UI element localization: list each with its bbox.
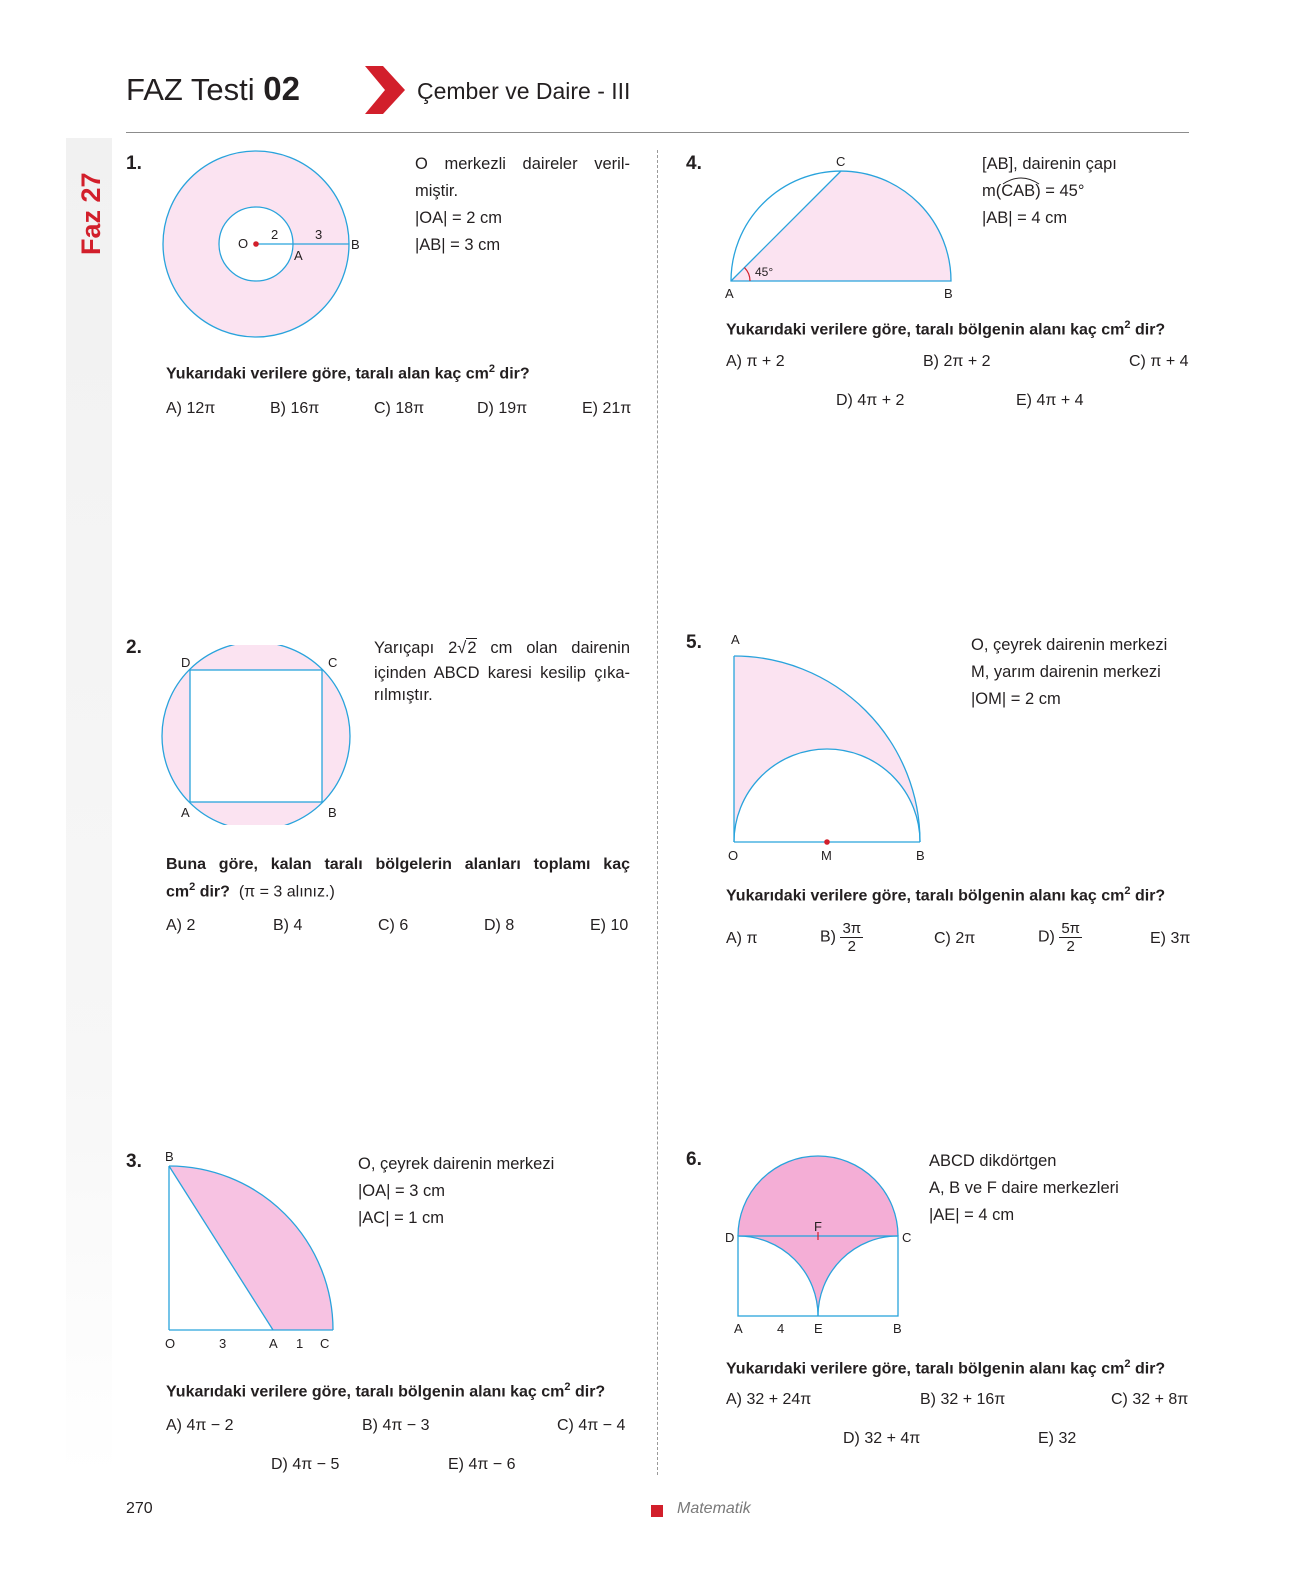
q5-label-a: A (731, 632, 740, 647)
q3-choice-e[interactable]: E) 4π − 6 (448, 1456, 516, 1473)
q4-label-b: B (944, 286, 953, 301)
q2-question: Buna göre, kalan taralı bölgelerin alanları toplamı kaç $cm^2$ dir? (π = 3 alınız.) (166, 856, 630, 901)
q2-label-c: C (328, 655, 338, 670)
q6-choice-a[interactable]: A) 32 + 24π (726, 1391, 812, 1408)
page-number: 270 (126, 1500, 153, 1517)
q6-number: 6. (686, 1149, 702, 1170)
q2-figure (160, 645, 360, 825)
q1-given-line: |OA| = 2 cm (415, 209, 502, 227)
q6-given-line: ABCD dikdörtgen (929, 1152, 1057, 1170)
q2-choice-c[interactable]: C) 6 (378, 917, 409, 934)
q3-label-a: A (269, 1336, 278, 1350)
q5-given-line: O, çeyrek dairenin merkezi (971, 636, 1168, 654)
q4-choice-c[interactable]: C) π + 4 (1129, 353, 1189, 370)
topic-title: Çember ve Daire - III (417, 78, 631, 104)
q6-choice-b[interactable]: B) 32 + 16π (920, 1391, 1006, 1408)
side-label-text: Faz 27 (76, 172, 106, 255)
q1-given-line: O merkezli daireler veril- (415, 155, 630, 173)
q1-given-line: |AB| = 3 cm (415, 236, 501, 254)
q4-choice-e[interactable]: E) 4π + 4 (1016, 392, 1084, 409)
column-divider (657, 150, 658, 1475)
q3-given-line: |AC| = 1 cm (358, 1209, 445, 1227)
q3-choice-a[interactable]: A) 4π − 2 (166, 1417, 234, 1434)
q5-choice-d[interactable]: D) $\frac{5\pi}{2}$ (1038, 920, 1081, 955)
q3-label-o: O (165, 1336, 176, 1350)
q1-label-a: A (294, 248, 303, 263)
q4-figure (720, 153, 970, 303)
q3-question: Yukarıdaki verilere göre, taralı bölgenin alanı kaç $cm^2$ dir? (166, 1381, 606, 1401)
q5-question: Yukarıdaki verilere göre, taralı bölgenin alanı kaç $cm^2$ dir? (726, 885, 1166, 905)
q5-choice-d-fraction: $\frac{5\pi}{2}$ (1061, 920, 1081, 955)
q2-choice-b[interactable]: B) 4 (273, 917, 303, 934)
q1-given (415, 151, 630, 259)
q4-given (982, 151, 1182, 232)
subject-square-icon (651, 1505, 663, 1517)
q6-given-line: |AE| = 4 cm (929, 1206, 1015, 1224)
q3-choice-d[interactable]: D) 4π − 5 (271, 1456, 340, 1473)
q4-choice-a[interactable]: A) π + 2 (726, 353, 785, 370)
sqrt-icon: √2 (457, 639, 477, 657)
q1-choice-a[interactable]: A) 12π (166, 400, 216, 417)
q2-label-d: D (181, 655, 191, 670)
arc-hat-icon (1001, 175, 1041, 185)
q2-number: 2. (126, 637, 142, 658)
q5-choice-c[interactable]: C) 2π (934, 930, 976, 947)
q6-choice-d[interactable]: D) 32 + 4π (843, 1430, 921, 1447)
side-label (72, 150, 108, 260)
q1-label-o: O (238, 236, 249, 251)
q5-given-line: |OM| = 2 cm (971, 690, 1061, 708)
q5-given (971, 632, 1181, 713)
q6-label-f: F (814, 1219, 822, 1234)
q4-given-line: [AB], dairenin çapı (982, 155, 1117, 173)
q5-choice-e[interactable]: E) 3π (1150, 930, 1191, 947)
q5-label-m: M (821, 848, 832, 863)
q1-label-oa: 2 (271, 227, 279, 242)
q4-given-line: m( CAB) = 45° (982, 178, 1182, 205)
q2-choice-e[interactable]: E) 10 (590, 917, 629, 934)
q5-label-b: B (916, 848, 925, 863)
q1-choice-d[interactable]: D) 19π (477, 400, 528, 417)
q5-choice-a[interactable]: A) π (726, 930, 758, 947)
q6-given-line: A, B ve F daire merkezleri (929, 1179, 1119, 1197)
q5-given-line: M, yarım dairenin merkezi (971, 663, 1161, 681)
q6-label-ae: 4 (777, 1321, 785, 1336)
q4-label-angle: 45° (755, 265, 774, 279)
q4-choice-b[interactable]: B) 2π + 2 (923, 353, 991, 370)
test-series: FAZ Testi (126, 72, 255, 107)
q1-number: 1. (126, 153, 142, 174)
q6-label-c: C (902, 1230, 912, 1245)
q4-number: 4. (686, 153, 702, 174)
q5-figure (720, 630, 940, 870)
q3-choice-b[interactable]: B) 4π − 3 (362, 1417, 430, 1434)
q3-given-line: |OA| = 3 cm (358, 1182, 445, 1200)
q3-label-oa: 3 (219, 1336, 227, 1350)
q5-choice-b-fraction: $\frac{3\pi}{2}$ (842, 920, 862, 955)
chevron-right-icon (365, 66, 407, 114)
q2-choice-a[interactable]: A) 2 (166, 917, 196, 934)
q2-label-b: B (328, 805, 337, 820)
q1-choice-b[interactable]: B) 16π (270, 400, 320, 417)
test-title (126, 70, 300, 108)
q6-label-a: A (734, 1321, 743, 1336)
q1-question: Yukarıdaki verilere göre, taralı alan kaç $cm^2$ dir? (166, 363, 530, 383)
q3-given (358, 1151, 628, 1232)
q6-question: Yukarıdaki verilere göre, taralı bölgenin alanı kaç $cm^2$ dir? (726, 1358, 1166, 1378)
q4-label-c: C (836, 154, 846, 169)
q3-label-b: B (165, 1150, 174, 1164)
q3-label-c: C (320, 1336, 330, 1350)
q3-label-ac: 1 (296, 1336, 304, 1350)
side-strip (66, 138, 112, 1478)
q1-label-b: B (351, 237, 360, 252)
q6-label-e: E (814, 1321, 823, 1336)
q2-label-a: A (181, 805, 190, 820)
q5-choice-b[interactable]: B) $\frac{3\pi}{2}$ (820, 920, 862, 955)
q3-choice-c[interactable]: C) 4π − 4 (557, 1417, 626, 1434)
q6-label-b: B (893, 1321, 902, 1336)
q6-choice-e[interactable]: E) 32 (1038, 1430, 1077, 1447)
q3-number: 3. (126, 1151, 142, 1172)
q1-given-line: miştir. (415, 182, 459, 200)
q2-choice-d[interactable]: D) 8 (484, 917, 515, 934)
q6-label-d: D (725, 1230, 735, 1245)
subject-name: Matematik (677, 1500, 751, 1517)
q4-question: Yukarıdaki verilere göre, taralı bölgenin alanı kaç $cm^2$ dir? (726, 319, 1166, 339)
q1-label-ab: 3 (315, 227, 323, 242)
q4-choice-d[interactable]: D) 4π + 2 (836, 392, 905, 409)
q4-label-a: A (725, 286, 734, 301)
q6-figure (720, 1148, 930, 1338)
q6-given (929, 1148, 1179, 1229)
header-divider (126, 132, 1189, 133)
q2-given-line: Yarıçapı 2√2 cm olan dairenin (374, 635, 630, 662)
q2-given (374, 635, 630, 706)
test-number: 02 (263, 70, 300, 107)
q1-choice-c[interactable]: C) 18π (374, 400, 425, 417)
q6-choice-c[interactable]: C) 32 + 8π (1111, 1391, 1189, 1408)
q4-given-line: |AB| = 4 cm (982, 209, 1068, 227)
q2-given-line: içinden ABCD karesi kesilip çıka- (374, 664, 630, 682)
q2-given-line: rılmıştır. (374, 686, 433, 704)
q5-number: 5. (686, 632, 702, 653)
q1-figure (160, 148, 380, 348)
q3-given-line: O, çeyrek dairenin merkezi (358, 1155, 555, 1173)
q5-label-o: O (728, 848, 739, 863)
q3-figure (160, 1150, 340, 1350)
q1-choice-e[interactable]: E) 21π (582, 400, 632, 417)
